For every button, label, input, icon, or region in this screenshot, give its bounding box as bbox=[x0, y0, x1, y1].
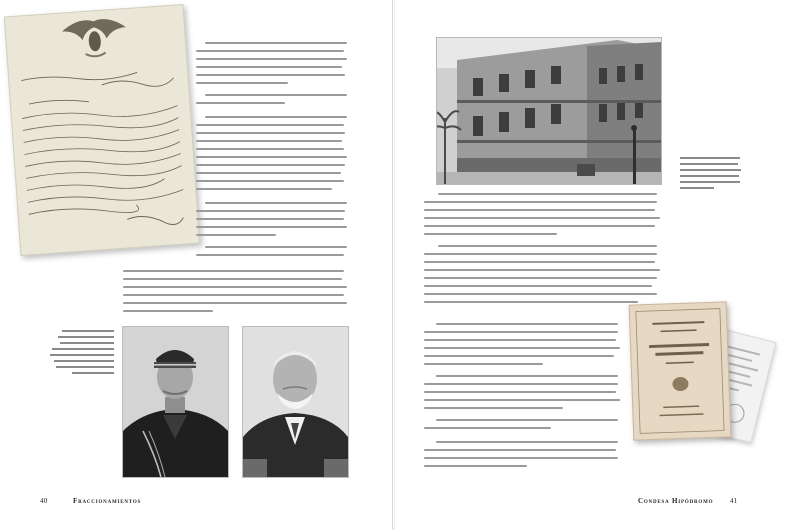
gutter-line-shadow bbox=[394, 0, 395, 530]
running-title-right: Condesa Hipódromo bbox=[638, 497, 714, 505]
building-photo bbox=[437, 38, 661, 184]
caption-right-building bbox=[680, 157, 742, 192]
page-number-right: 41 bbox=[730, 497, 738, 505]
portrait-officer bbox=[123, 327, 228, 477]
caption-left-photos bbox=[48, 330, 116, 377]
pamphlet-image bbox=[629, 301, 732, 440]
page-number-left: 40 bbox=[40, 497, 48, 505]
right-body-text bbox=[424, 193, 662, 313]
handwritten-script bbox=[17, 66, 188, 247]
left-body-text bbox=[196, 42, 350, 262]
gutter-line bbox=[392, 0, 393, 530]
running-title-left: Fraccionamientos bbox=[73, 497, 142, 505]
left-body-text-wide bbox=[123, 270, 349, 318]
eagle-emblem-icon bbox=[53, 13, 136, 62]
portrait-gentleman bbox=[243, 327, 348, 477]
right-body-text-narrow bbox=[424, 323, 622, 473]
historical-document-image bbox=[4, 4, 200, 256]
